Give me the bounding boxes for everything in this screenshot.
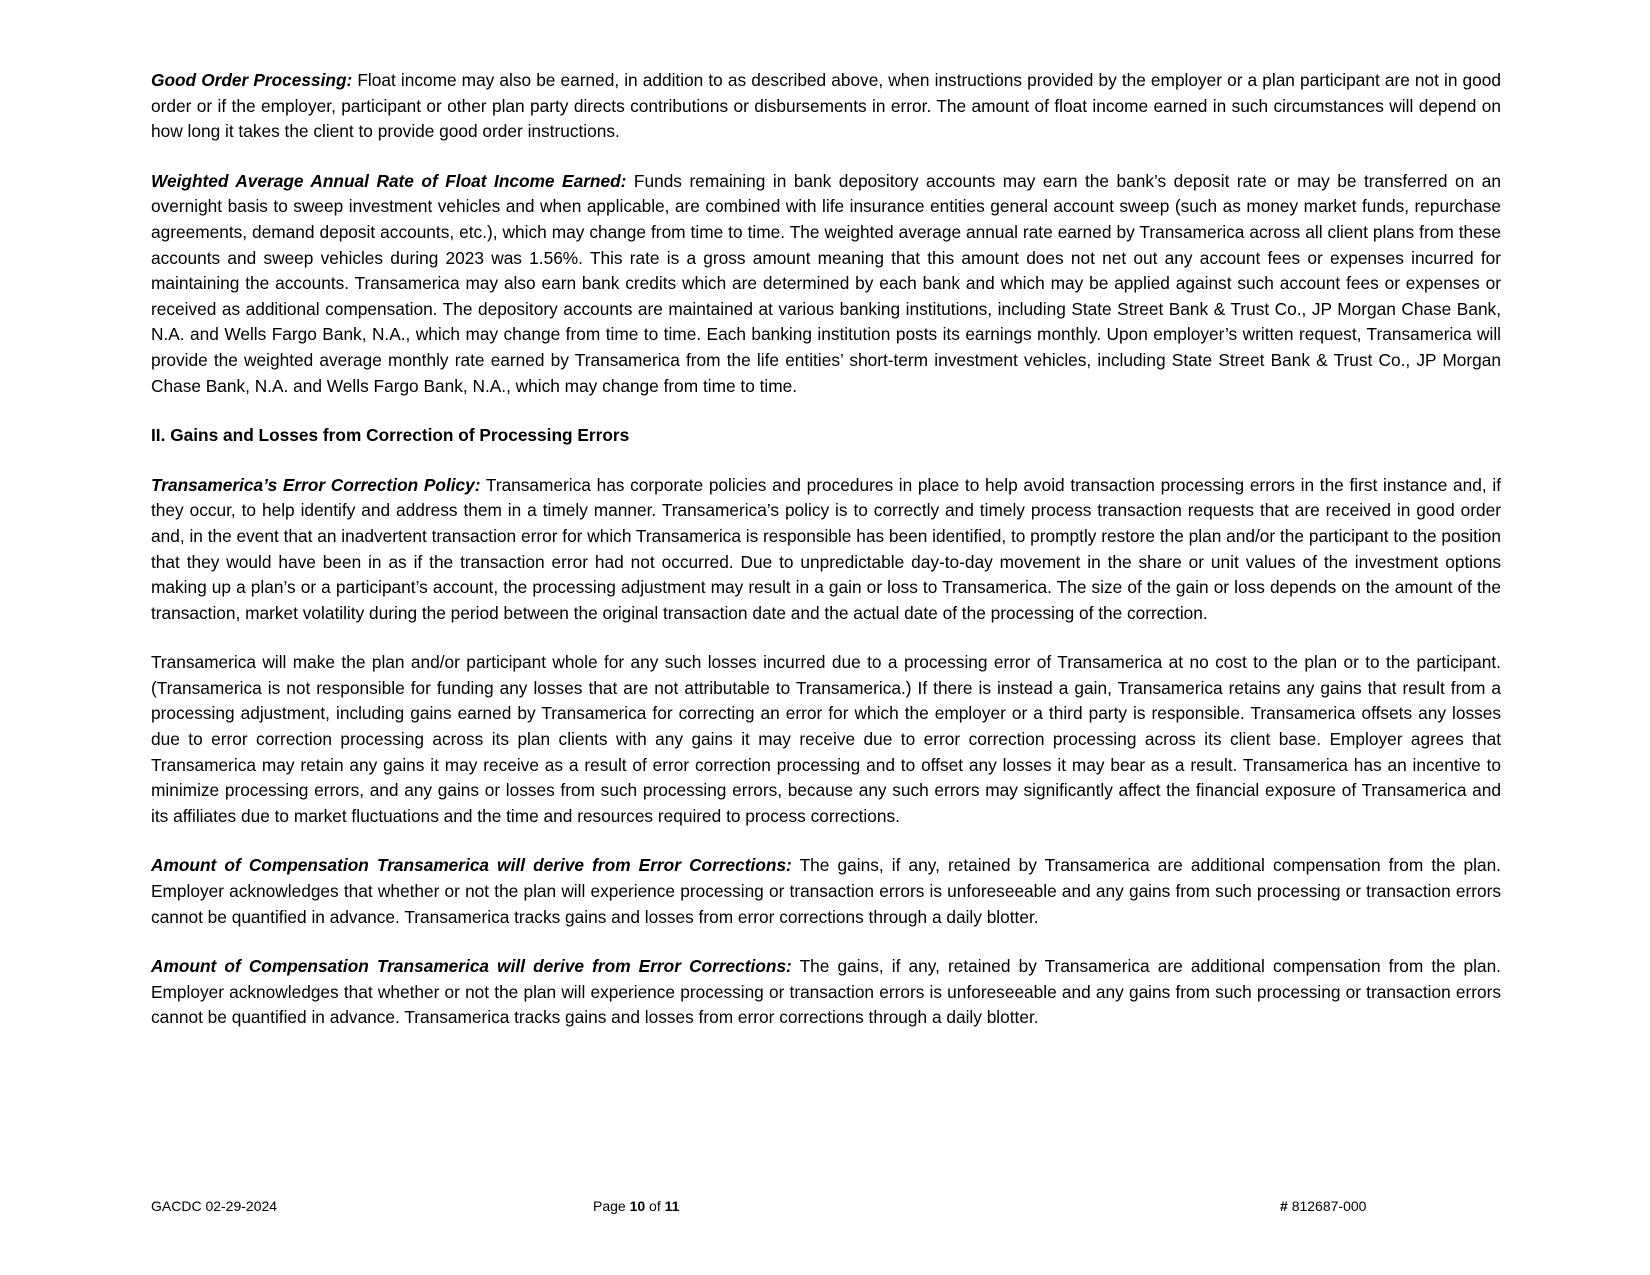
weighted-average-lead: Weighted Average Annual Rate of Float Income Earned: xyxy=(151,170,627,191)
contract-number-value: 812687-000 xyxy=(1291,1198,1367,1214)
good-order-lead: Good Order Processing: xyxy=(151,70,353,90)
page-of: of xyxy=(645,1198,665,1214)
compensation-text-2: The gains, if any, retained by Transamerica are additional compensation from the plan. Employer acknowledges that whether or not the plan will experience processing or transaction errors is unforeseeable and any gains from such processing or transaction errors cannot be quantified in advance. Transamerica tracks gains and losses from error corrections through a daily blotter. xyxy=(151,956,1501,1028)
contract-hash: # xyxy=(1280,1198,1292,1214)
compensation-paragraph-2 xyxy=(151,954,1501,1031)
footer-contract-number xyxy=(1280,1196,1366,1216)
error-policy-paragraph xyxy=(151,473,1501,627)
footer-page-number xyxy=(593,1196,679,1216)
section-heading: II. Gains and Losses from Correction of Processing Errors xyxy=(151,425,630,446)
compensation-text-1: The gains, if any, retained by Transamerica are additional compensation from the plan. Employer acknowledges that whether or not the plan will experience processing or transaction errors is unforeseeable and any gains from such processing or transaction errors cannot be quantified in advance. Transamerica tracks gains and losses from error corrections through a daily blotter. xyxy=(151,855,1501,927)
compensation-lead-1: Amount of Compensation Transamerica will derive from Error Corrections: xyxy=(151,855,792,876)
good-order-paragraph xyxy=(151,68,1501,145)
error-policy-text: Transamerica has corporate policies and procedures in place to help avoid transaction processing errors in the first instance and, if they occur, to help identify and address them in a timely manner. Transamerica’s policy is to correctly and timely process transaction requests that are received in good order and, in the event that an inadvertent transaction error for which Transamerica is responsible has been identified, to promptly restore the plan and/or the participant to the position that they would have been in as if the transaction error had not occurred. Due to unpredictable day-to-day movement in the share or unit values of the investment options making up a plan’s or a participant’s account, the processing adjustment may result in a gain or loss to Transamerica. The size of the gain or loss depends on the amount of the transaction, market volatility during the period between the original transaction date and the actual date of the processing of the correction. xyxy=(151,474,1501,623)
page-footer xyxy=(151,1196,1501,1216)
error-policy-lead: Transamerica’s Error Correction Policy: xyxy=(151,474,481,495)
compensation-lead-2: Amount of Compensation Transamerica will derive from Error Corrections: xyxy=(151,956,792,977)
compensation-paragraph-1 xyxy=(151,853,1501,930)
page-current: 10 xyxy=(629,1198,646,1214)
good-order-text: Float income may also be earned, in addition to as described above, when instructions provided by the employer or a plan participant are not in good order or if the employer, participant or other plan party directs contributions or disbursements in error. The amount of float income earned in such circumstances will depend on how long it takes the client to provide good order instructions. xyxy=(151,70,1501,142)
footer-doc-code: GACDC 02-29-2024 xyxy=(151,1198,278,1214)
document-page xyxy=(151,68,1501,1055)
page-prefix: Page xyxy=(593,1198,630,1214)
weighted-average-text: Funds remaining in bank depository accounts may earn the bank’s deposit rate or may be transferred on an overnight basis to sweep investment vehicles and when applicable, are combined with life insurance entities general account sweep (such as money market funds, repurchase agreements, demand deposit accounts, etc.), which may change from time to time. The weighted average annual rate earned by Transamerica across all client plans from these accounts and sweep vehicles during 2023 was 1.56%. This rate is a gross amount meaning that this amount does not net out any account fees or expenses incurred for maintaining the accounts. Transamerica may also earn bank credits which are determined by each bank and which may be applied against such account fees or expenses or received as additional compensation. The depository accounts are maintained at various banking institutions, including State Street Bank & Trust Co., JP Morgan Chase Bank, N.A. and Wells Fargo Bank, N.A., which may change from time to time. Each banking institution posts its earnings monthly. Upon employer’s written request, Transamerica will provide the weighted average monthly rate earned by Transamerica from the life entities’ short-term investment vehicles, including State Street Bank & Trust Co., JP Morgan Chase Bank, N.A. and Wells Fargo Bank, N.A., which may change from time to time. xyxy=(151,170,1501,396)
make-whole-paragraph: Transamerica will make the plan and/or participant whole for any such losses incurred due to a processing error of Transamerica at no cost to the plan or to the participant. (Transamerica is not responsible for funding any losses that are not attributable to Transamerica.) If there is instead a gain, Transamerica retains any gains that result from a processing adjustment, including gains earned by Transamerica for correcting an error for which the employer or a third party is responsible. Transamerica offsets any losses due to error correction processing across its plan clients with any gains it may receive due to error correction processing across its client base. Employer agrees that Transamerica may retain any gains it may receive as a result of error correction processing and to offset any losses it may bear as a result. Transamerica has an incentive to minimize processing errors, and any gains or losses from such processing errors, because any such errors may significantly affect the financial exposure of Transamerica and its affiliates due to market fluctuations and the time and resources required to process corrections. xyxy=(151,652,1501,826)
weighted-average-paragraph xyxy=(151,169,1501,399)
page-total: 11 xyxy=(664,1198,680,1214)
